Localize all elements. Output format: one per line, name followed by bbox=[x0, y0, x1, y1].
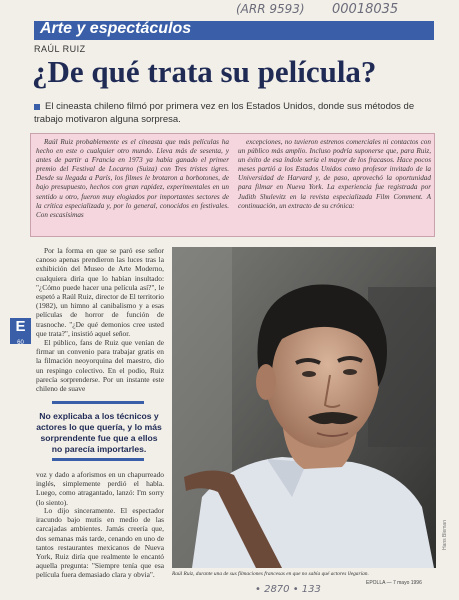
intro-text-right: excepciones, no tuvieron estrenos comerciales ni contactos con un público más amplio. Incluso podría suponerse que, para Ruiz, un éxito de esa índole sería el mayor de los fracasos. Hace pocos meses partió a los Estados Unidos como profesor invitado de la Universidad de Harvard y, de paso, aprovechó la oportunidad para filmar en Nueva York. La experiencia fue registrada por Judith Shulevitz en la revista especializada Film Comment. A continuación, un extracto de su crónica: bbox=[238, 138, 431, 210]
body-paragraph-2: El público, fans de Ruiz que venían de firmar un convenio para trabajar gratis en la filmación neoyorquina del maestro, dio un respingo colectivo. En el podio, Ruiz parecía sorprenderse. Por un instante este chileno de suave bbox=[36, 338, 164, 394]
headline: ¿De qué trata su película? bbox=[32, 54, 377, 89]
handwritten-note: • 2870 • 133 bbox=[255, 584, 321, 595]
section-tab-letter: E bbox=[15, 318, 26, 335]
body-paragraph-1: Por la forma en que se paró ese señor canoso apenas prendieron las luces tras la exhibición del Museo de Arte Moderno, cualquiera diría que lo habían insultado: "¿Cómo puede hacer una película así?", le espetó a Raúl Ruiz, director de El territorio (1982), un himno al canibalismo y a esas películas de horror de función de trasnoche. "¿De qué demonios cree usted que trata?", insistió aquel señor. bbox=[36, 246, 164, 338]
catalog-code: 00018035 bbox=[332, 2, 399, 17]
pull-quote: No explicaba a los técnicos y actores lo que quería, y lo más sorprendente fue que a ellos no parecía importarles. bbox=[36, 411, 162, 454]
handwritten-reference: (ARR 9593) bbox=[236, 2, 305, 16]
photo-caption: Raúl Ruiz, durante una de sus filmaciones francesas en que no sabía qué actores llegarían. bbox=[172, 571, 369, 577]
pull-quote-rule-top bbox=[52, 401, 144, 404]
body-paragraph-4: Lo dijo sinceramente. El espectador iracundo bajo mutis en medio de las carcajadas ambientes. Jamás creería que, dos semanas más tarde, cenando en uno de tantos restaurantes mexicanos de Nueva York, Ruiz diría que realmente le encantó aquella pregunta: "Siempre tenía que esa película fuera demasiado clara y obvia". bbox=[36, 506, 164, 580]
portrait-photo bbox=[172, 247, 436, 568]
page-number: 60 bbox=[17, 340, 24, 346]
photo-credit: Hans Bleman bbox=[442, 520, 448, 551]
intro-text-left: Raúl Ruiz probablemente es el cineasta que más películas ha hecho en este o cualquier otro mundo. Lleva más de sesenta, y antes de partir a Francia en 1973 ya había ganado el primer premio del Festival de Locarno (Suiza) con Tres tristes tigres. Desde su llegada a París, los filmes le brotaron a borbotones, de bajo presupuesto, hechos con gran rapidez, experimentales en un sentido u otro, fueron muy elogiados por importantes sectores de la crítica especializada y, por lo general, conocidos en festivales. Con escasísimas bbox=[36, 138, 229, 219]
pull-quote-rule-bottom bbox=[52, 458, 144, 461]
lead-paragraph: El cineasta chileno filmó por primera vez en los Estados Unidos, donde sus métodos de trabajo motivaron alguna sorpresa. bbox=[34, 101, 415, 125]
portrait-illustration bbox=[172, 247, 436, 568]
byline: RAÚL RUIZ bbox=[34, 44, 86, 54]
publication-source: EPOLLA — 7 mayo 1996 bbox=[366, 580, 422, 586]
body-paragraph-3: voz y dado a aforismos en un chapurreado inglés, simplemente perdió el habla. Luego, como atragantado, lanzó: I'm sorry (lo siento). bbox=[36, 470, 164, 507]
section-title: Arte y espectáculos bbox=[40, 20, 192, 37]
